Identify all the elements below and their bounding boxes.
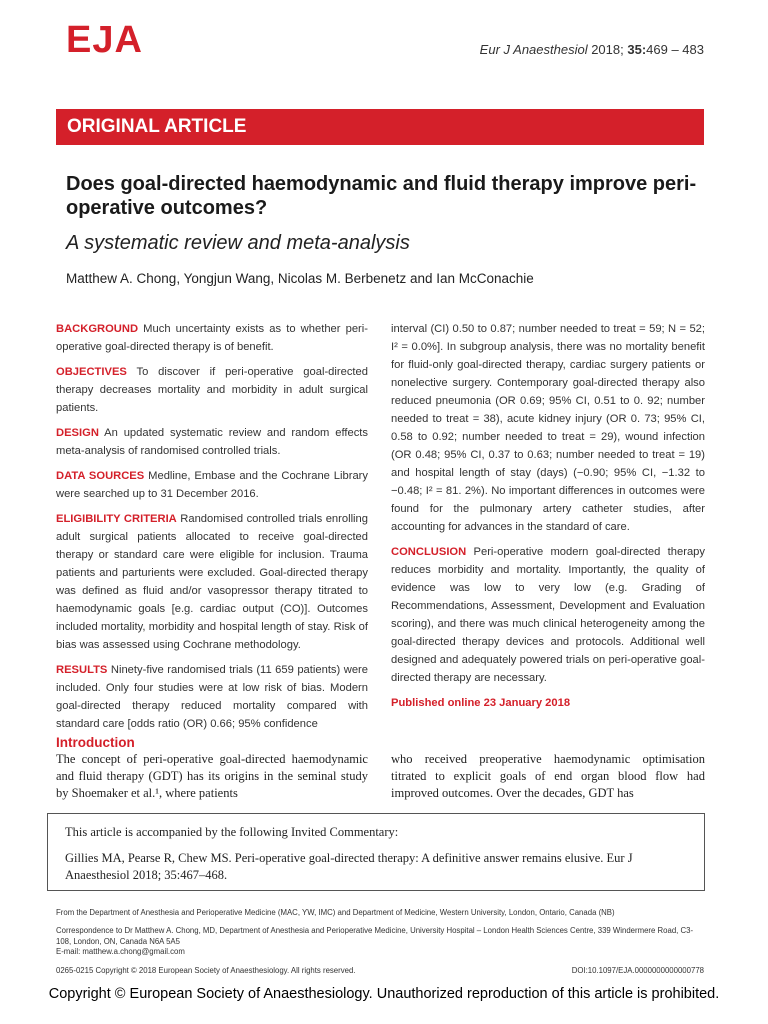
citation-pages: 469 – 483: [646, 42, 704, 57]
conclusion-label: CONCLUSION: [391, 546, 467, 558]
email-link[interactable]: E-mail: matthew.a.chong@gmail.com: [56, 947, 185, 956]
background-text: Much uncertainty exists as to whether peri-operative goal-directed therapy is of benefit.: [56, 323, 368, 353]
background-label: BACKGROUND: [56, 323, 139, 335]
article-authors: Matthew A. Chong, Yongjun Wang, Nicolas M. Berbenetz and Ian McConachie: [66, 271, 534, 286]
abstract-conclusion: [391, 543, 705, 687]
abstract-right-column: [391, 320, 705, 719]
design-label: DESIGN: [56, 427, 99, 439]
objectives-text: To discover if peri-operative goal-directed therapy decreases mortality and morbidity in adult surgical patients.: [56, 366, 368, 414]
article-type-label: ORIGINAL ARTICLE: [67, 116, 247, 137]
sources-label: DATA SOURCES: [56, 470, 145, 482]
abstract-results-continued: interval (CI) 0.50 to 0.87; number needed to treat = 59; N = 52; I² = 0.0%]. In subgroup analysis, there was no mortality benefit for fluid-only goal-directed therapy, cardiac surgery patients or nonelective surgery. Contemporary goal-directed therapy also reduced pneumonia (OR 0.69; 95% CI, 0.51 to 0. 92; number needed to treat = 38), acute kidney injury (OR 0. 73; 95% CI, 0.58 to 0.92; number needed to treat = 29), wound infection (OR 0.48; 95% CI, 0.37 to 0.63; number needed to treat = 19) and hospital length of stay (days) (−0.90; 95% CI, −1.32 to −0.48; I² = 81. 2%). No important differences in outcomes were found for the pulmonary artery catheter studies, after accounting for advances in the standard of care.: [391, 323, 705, 533]
results-text: Ninety-five randomised trials (11 659 patients) were included. Only four studies were at low risk of bias. Modern goal-directed therapy reduced mortality compared with standard care [odds ratio (OR) 0.66; 95% confidence: [56, 664, 368, 730]
abstract-results: [56, 661, 368, 733]
article-title: Does goal-directed haemodynamic and fluid therapy improve peri-operative outcomes?: [66, 173, 697, 219]
introduction-left-text: The concept of peri-operative goal-directed haemodynamic and fluid therapy (GDT) has its origins in the seminal study by Shoemaker et al.¹, where patients: [56, 752, 368, 800]
abstract-objectives: [56, 363, 368, 417]
commentary-reference: Gillies MA, Pearse R, Chew MS. Peri-operative goal-directed therapy: A definitive answer remains elusive. Eur J Anaesthesiol 2018; 35:467–468.: [65, 851, 633, 882]
abstract-left-column: [56, 320, 368, 740]
article-subtitle: A systematic review and meta-analysis: [66, 232, 410, 254]
citation-journal: Eur J Anaesthesiol: [479, 42, 588, 57]
results-label: RESULTS: [56, 664, 108, 676]
commentary-intro: This article is accompanied by the following Invited Commentary:: [65, 825, 399, 839]
citation-year: 2018;: [587, 42, 628, 57]
citation-volume: 35:: [627, 42, 647, 57]
article-type-banner: [56, 109, 704, 145]
abstract-sources: [56, 467, 368, 503]
conclusion-text: Peri-operative modern goal-directed therapy reduces morbidity and mortality. Importantly, the quality of evidence was low to very low (e.g. Grading of Recommendations, Assessment, Development and Evaluation scoring), and there was much clinical heterogeneity among the goal-directed therapy devices and protocols. Additional well designed and adequately powered trials on peri-operative goal-directed therapy are necessary.: [391, 546, 705, 684]
footer-doi[interactable]: DOI:10.1097/EJA.0000000000000778: [571, 966, 704, 975]
introduction-heading: Introduction: [56, 735, 135, 750]
eligibility-label: ELIGIBILITY CRITERIA: [56, 513, 177, 525]
journal-citation: [480, 42, 704, 57]
abstract-design: [56, 424, 368, 460]
copyright-notice: Copyright © European Society of Anaesthesiology. Unauthorized reproduction of this article is prohibited.: [48, 986, 720, 1002]
abstract-eligibility: [56, 510, 368, 654]
journal-logo: EJA: [66, 19, 143, 61]
sources-text: Medline, Embase and the Cochrane Library were searched up to 31 December 2016.: [56, 470, 368, 500]
footer-copyright-line: 0265-0215 Copyright © 2018 European Society of Anaesthesiology. All rights reserved.: [56, 966, 356, 975]
introduction-right-text: who received preoperative haemodynamic optimisation titrated to explicit goals of end organ blood flow had improved outcomes. Over the decades, GDT has: [391, 752, 705, 800]
abstract-background: [56, 320, 368, 356]
affiliation-text: From the Department of Anesthesia and Perioperative Medicine (MAC, YW, IMC) and Department of Medicine, Western University, London, Ontario, Canada (NB): [56, 908, 615, 917]
design-text: An updated systematic review and random effects meta-analysis of randomised controlled trials.: [56, 427, 368, 457]
published-date: Published online 23 January 2018: [391, 697, 571, 709]
invited-commentary-box: [47, 813, 705, 891]
correspondence-text: Correspondence to Dr Matthew A. Chong, MD, Department of Anesthesia and Perioperative Medicine, University Hospital – London Health Sciences Centre, 339 Windermere Road, C3-108, London, ON, Canada N6A 5A5: [56, 926, 694, 946]
eligibility-text: Randomised controlled trials enrolling adult surgical patients allocated to receive goal-directed therapy or standard care were eligible for inclusion. Trauma patients and parturients were excluded. Goal-directed therapy was defined as fluid and/or vasopressor therapy titrated to haemodynamic goals [e.g. cardiac output (CO)]. Outcomes included mortality, morbidity and hospital length of stay. Risk of bias was assessed using Cochrane methodology.: [56, 513, 368, 651]
objectives-label: OBJECTIVES: [56, 366, 127, 378]
